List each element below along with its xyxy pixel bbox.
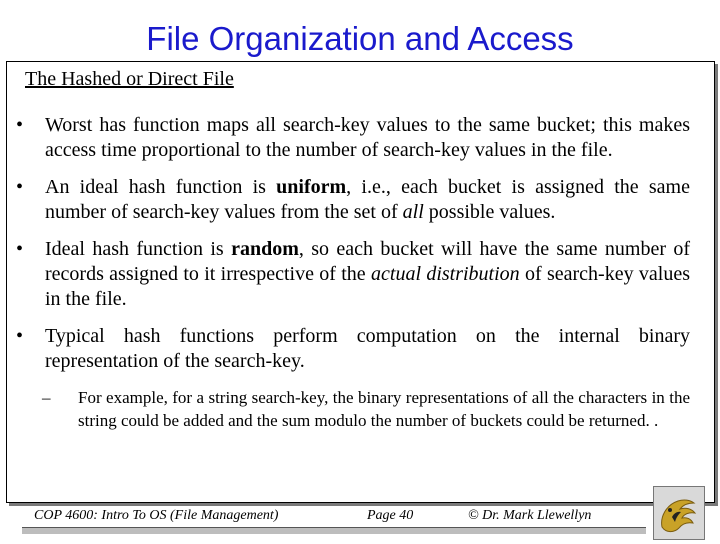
- bullet-text: Worst has function maps all search-key values to the same bucket; this makes access time proportional to the number of search-key values in the file.: [45, 114, 690, 161]
- footer-course: COP 4600: Intro To OS (File Management): [34, 508, 279, 523]
- pegasus-icon: [654, 487, 704, 539]
- bullet-item: [16, 324, 690, 374]
- bullet-list: [16, 113, 690, 432]
- sub-bullet-text: For example, for a string search-key, the binary representations of all the characters in the string could be added and the sum modulo the number of buckets could be returned. .: [78, 388, 690, 430]
- bullet-bold-term: uniform: [276, 176, 347, 198]
- sub-bullet-marker: –: [42, 388, 51, 407]
- ucf-pegasus-logo-icon: [653, 486, 705, 540]
- bullet-text: Typical hash functions perform computation on the internal binary representation of the search-key.: [45, 325, 690, 372]
- footer: [22, 506, 646, 526]
- bullet-marker: •: [16, 238, 24, 260]
- bullet-text: possible values.: [423, 201, 556, 223]
- bullet-marker: •: [16, 114, 24, 136]
- bullet-item: [16, 237, 690, 312]
- bullet-marker: •: [16, 325, 24, 347]
- bullet-item: [16, 175, 690, 225]
- sub-bullet-item: [16, 386, 690, 432]
- bullet-marker: •: [16, 176, 24, 198]
- slide-title: File Organization and Access: [146, 20, 574, 57]
- bullet-text: , i.e., each bucket is assigned the same number of search-key values from the set of: [45, 176, 690, 223]
- footer-bar: [22, 527, 646, 534]
- bullet-italic-term: actual distribution: [371, 263, 520, 285]
- bullet-text: Ideal hash function is: [45, 238, 232, 260]
- footer-rule-top: [22, 502, 648, 503]
- footer-author: © Dr. Mark Llewellyn: [468, 508, 592, 523]
- bullet-bold-term: random: [231, 238, 299, 260]
- bullet-item: [16, 113, 690, 163]
- bullet-italic-term: all: [402, 201, 424, 223]
- footer-page-number: Page 40: [367, 508, 414, 523]
- slide-subtitle: The Hashed or Direct File: [25, 68, 234, 90]
- bullet-text: of search-key values in the file.: [45, 263, 691, 310]
- bullet-text: An ideal hash function is: [45, 176, 277, 198]
- bullet-text: , so each bucket will have the same number of records assigned to it irrespective of the: [45, 238, 691, 285]
